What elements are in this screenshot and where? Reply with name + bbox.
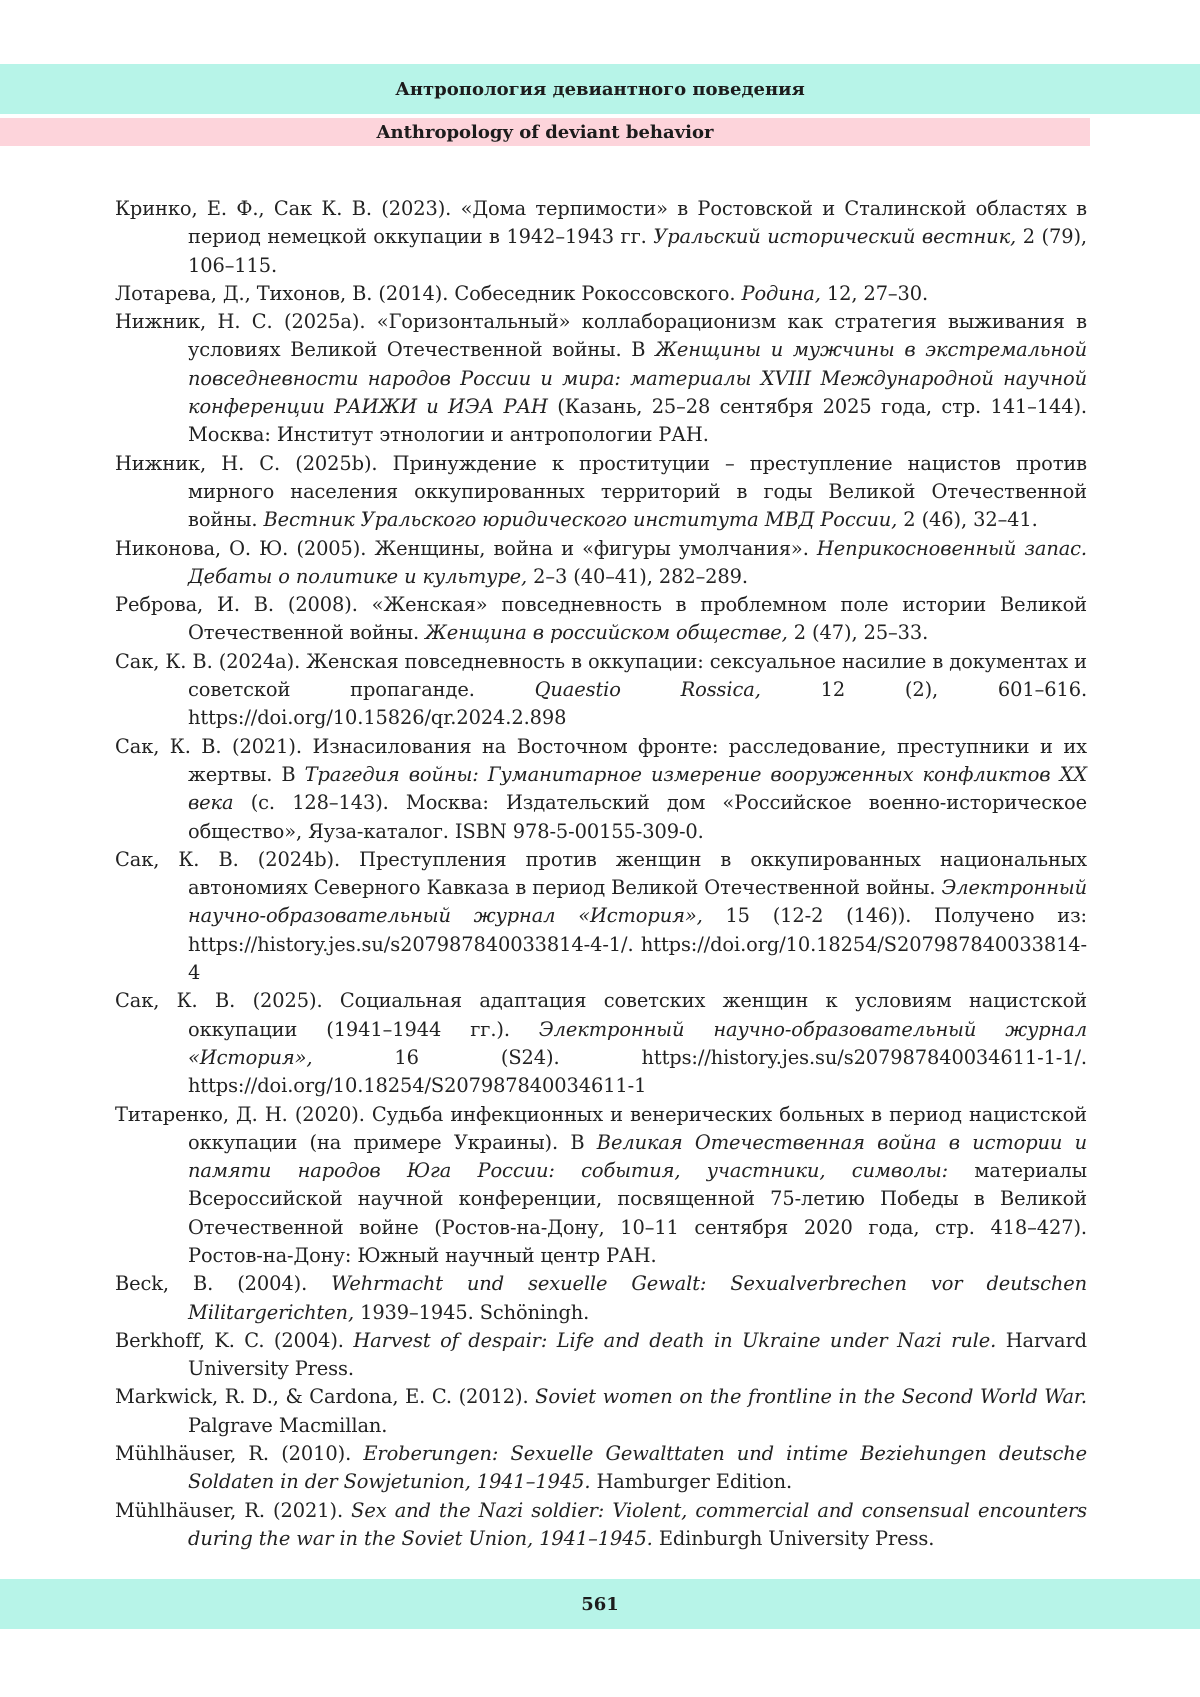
journal-title-ru-text: Антропология девиантного поведения: [395, 78, 805, 100]
reference-item: Mühlhäuser, R. (2010). Eroberungen: Sexuelle Gewalttaten und intime Beziehungen deutsche Soldaten in der Sowjetunion, 1941–1945. Hamburger Edition.: [115, 1442, 1087, 1494]
journal-title-en-text: Anthropology of deviant behavior: [376, 121, 714, 143]
reference-item: Нижник, Н. С. (2025a). «Горизонтальный» коллаборационизм как стратегия выживания в условиях Великой Отечественной войны. В Женщины и мужчины в экстремальной повседневности народов России и мира: материалы XVIII Международной научной конференции РАИЖИ и ИЭА РАН (Казань, 25–28 сентября 2025 года, стр. 141–144). Москва: Институт этнологии и антропологии РАН.: [115, 310, 1087, 447]
reference-item: Лотарева, Д., Тихонов, В. (2014). Собеседник Рокоссовского. Родина, 12, 27–30.: [115, 281, 929, 305]
journal-title-ru: [0, 64, 1200, 114]
journal-title-en: [0, 118, 1090, 146]
reference-item: Beck, B. (2004). Wehrmacht und sexuelle Gewalt: Sexualverbrechen vor deutschen Militargerichten, 1939–1945. Schöningh.: [115, 1272, 1087, 1324]
reference-item: Никонова, О. Ю. (2005). Женщины, война и «фигуры умолчания». Неприкосновенный запас. Дебаты о политике и культуре, 2–3 (40–41), 282–289.: [115, 536, 1087, 588]
reference-item: Сак, К. В. (2025). Социальная адаптация советских женщин к условиям нацистской оккупации (1941–1944 гг.). Электронный научно-образовательный журнал «История», 16 (S24). https://history.jes.su/s207987840034611-1-1/. https://doi.org/10.18254/S207987840034611-1: [115, 989, 1087, 1098]
reference-item: Сак, К. В. (2021). Изнасилования на Восточном фронте: расследование, преступники и их жертвы. В Трагедия войны: Гуманитарное измерение вооруженных конфликтов XX века (с. 128–143). Москва: Издательский дом «Российское военно-историческое общество», Яуза-каталог. ISBN 978-5-00155-309-0.: [115, 734, 1087, 843]
reference-item: Berkhoff, K. C. (2004). Harvest of despair: Life and death in Ukraine under Nazi rule. Harvard University Press.: [115, 1328, 1087, 1381]
reference-item: Сак, К. В. (2024a). Женская повседневность в оккупации: сексуальное насилие в документах и советской пропаганде. Quaestio Rossica, 12 (2), 601–616. https://doi.org/10.15826/qr.2024.2.898: [115, 649, 1088, 730]
reference-item: Титаренко, Д. Н. (2020). Судьба инфекционных и венерических больных в период нацистской оккупации (на примере Украины). В Великая Отечественная война в истории и памяти народов Юга России: события, участники, символы: материалы Всероссийской научной конференции, посвященной 75-летию Победы в Великой Отечественной войне (Ростов-на-Дону, 10–11 сентября 2020 года, стр. 418–427). Ростов-на-Дону: Южный научный центр РАН.: [115, 1102, 1087, 1267]
reference-list: [115, 195, 1087, 1553]
reference-item: Нижник, Н. С. (2025b). Принуждение к проституции – преступление нацистов против мирного населения оккупированных территорий в годы Великой Отечественной войны. Вестник Уральского юридического института МВД России, 2 (46), 32–41.: [115, 451, 1087, 532]
reference-item: Markwick, R. D., & Cardona, E. C. (2012). Soviet women on the frontline in the Second World War. Palgrave Macmillan.: [115, 1385, 1088, 1437]
page-number: 561: [581, 1593, 619, 1615]
reference-item: Mühlhäuser, R. (2021). Sex and the Nazi soldier: Violent, commercial and consensual encounters during the war in the Soviet Union, 1941–1945. Edinburgh University Press.: [115, 1498, 1087, 1550]
reference-item: Реброва, И. В. (2008). «Женская» повседневность в проблемном поле истории Великой Отечественной войны. Женщина в российском обществе, 2 (47), 25–33.: [115, 593, 1087, 645]
reference-item: Сак, К. В. (2024b). Преступления против женщин в оккупированных национальных автономиях Северного Кавказа в период Великой Отечественной войны. Электронный научно-образовательный журнал «История», 15 (12-2 (146)). Получено из: https://history.jes.su/s207987840033814-4-1/. https://doi.org/10.18254/S207987840033814-4: [115, 847, 1087, 985]
reference-item: Кринко, Е. Ф., Сак К. В. (2023). «Дома терпимости» в Ростовской и Сталинской областях в период немецкой оккупации в 1942–1943 гг. Уральский исторический вестник, 2 (79), 106–115.: [115, 197, 1087, 277]
page-footer: [0, 1579, 1200, 1629]
